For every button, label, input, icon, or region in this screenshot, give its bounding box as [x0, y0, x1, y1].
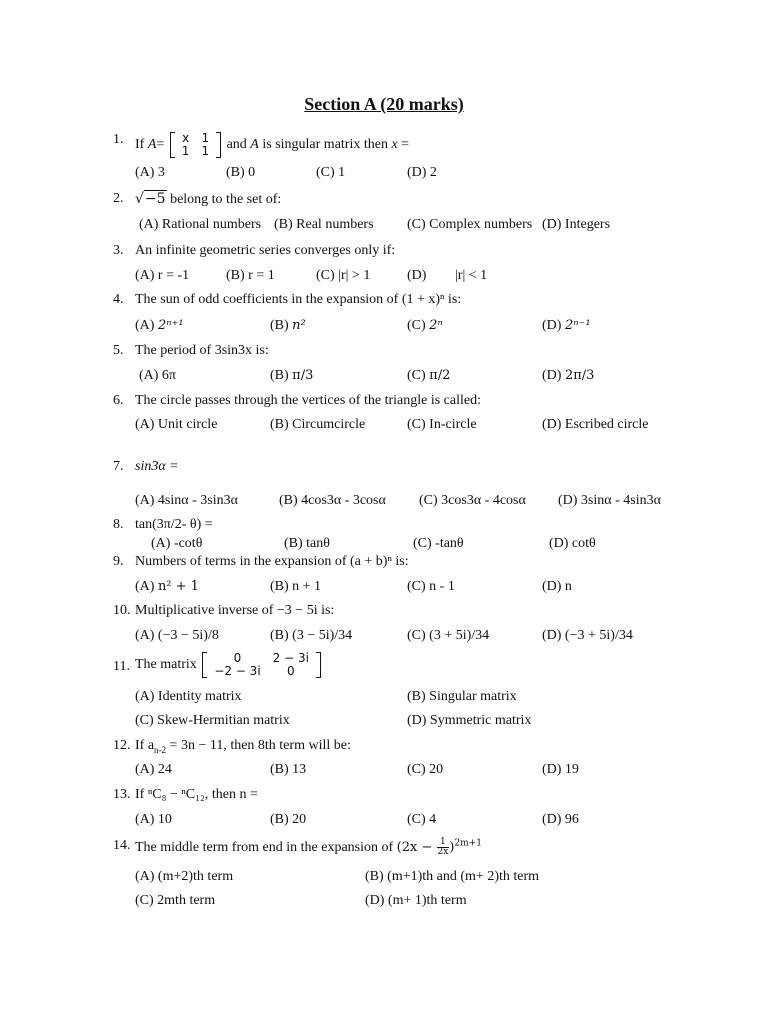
- option-c[interactable]: (C) |r| > 1: [316, 268, 371, 283]
- option-b[interactable]: (B) tanθ: [284, 536, 330, 551]
- option-c[interactable]: (C) 20: [407, 762, 444, 777]
- question-text: √−5 belong to the set of:: [135, 191, 282, 207]
- question-text: The matrix 0 2 − 3i −2 − 3i 0: [135, 652, 323, 678]
- question-number: 13.: [113, 787, 131, 802]
- question-12: [0, 738, 768, 760]
- option-a[interactable]: (A) 4sinα - 3sin3α: [135, 493, 238, 508]
- option-d[interactable]: (D) Escribed circle: [542, 417, 649, 432]
- question-number: 2.: [113, 191, 124, 206]
- option-d[interactable]: (D) 2: [407, 165, 437, 180]
- question-text: The middle term from end in the expansion of (2x − $\frac{1}{2x}$ )$^{2m+1}$: [135, 837, 482, 857]
- question-text: The period of 3sin3x is:: [135, 343, 269, 358]
- option-c[interactable]: (C) 2ⁿ: [407, 318, 443, 333]
- binomial-expression: (2x − $\frac{1}{2x}$ )$^{2m+1}$: [396, 837, 482, 857]
- section-title: Section A (20 marks): [304, 94, 464, 114]
- question-text: The circle passes through the vertices of the triangle is called:: [135, 393, 481, 408]
- option-b[interactable]: (B) 4cos3α - 3cosα: [279, 493, 386, 508]
- question-number: 6.: [113, 393, 124, 408]
- option-a[interactable]: (A) n² + 1: [135, 579, 199, 594]
- question-text: The sun of odd coefficients in the expansion of (1 + x)ⁿ is:: [135, 292, 462, 307]
- options-11b: [0, 713, 768, 735]
- option-a[interactable]: (A) 3: [135, 165, 165, 180]
- option-b[interactable]: (B) n²: [270, 318, 306, 333]
- question-number: 11.: [113, 659, 130, 674]
- option-a[interactable]: (A) Unit circle: [135, 417, 218, 432]
- option-c[interactable]: (C) π/2: [407, 368, 451, 383]
- question-14: [0, 838, 768, 860]
- option-b[interactable]: (B) π/3: [270, 368, 314, 383]
- option-c[interactable]: (C) 2mth term: [135, 893, 216, 908]
- option-b[interactable]: (B) Real numbers: [274, 217, 374, 232]
- square-root-icon: √−5: [135, 191, 166, 207]
- question-1: [0, 131, 768, 158]
- question-number: 10.: [113, 603, 131, 618]
- question-5: [0, 343, 768, 365]
- question-text: If ⁿC₈ − ⁿC₁₂, then n =: [135, 787, 258, 802]
- option-a[interactable]: (A) 6π: [139, 368, 177, 383]
- option-c[interactable]: (C) n - 1: [407, 579, 455, 594]
- question-number: 7.: [113, 459, 124, 474]
- option-b[interactable]: (B) 0: [226, 165, 256, 180]
- option-c[interactable]: (C) 3cos3α - 4cosα: [419, 493, 526, 508]
- options-13: [0, 812, 768, 834]
- question-11: [0, 652, 768, 684]
- options-10: [0, 628, 768, 650]
- question-4: [0, 292, 768, 314]
- option-c[interactable]: (C) Skew-Hermitian matrix: [135, 713, 290, 728]
- option-d[interactable]: (D): [407, 268, 427, 283]
- option-b[interactable]: (B) 13: [270, 762, 307, 777]
- option-b[interactable]: (B) Circumcircle: [270, 417, 366, 432]
- question-text: If $a_{n-2} = 3n - 11$, then 8th term will be:: [135, 738, 351, 755]
- options-9: [0, 579, 768, 601]
- question-text: An infinite geometric series converges only if:: [135, 243, 396, 258]
- option-b[interactable]: (B) n + 1: [270, 579, 322, 594]
- option-d[interactable]: (D) (m+ 1)th term: [365, 893, 467, 908]
- question-text: Multiplicative inverse of −3 − 5i is:: [135, 603, 335, 618]
- option-a[interactable]: (A) (m+2)th term: [135, 869, 234, 884]
- question-2: [0, 191, 768, 213]
- question-number: 4.: [113, 292, 124, 307]
- option-c[interactable]: (C) In-circle: [407, 417, 477, 432]
- question-7: [0, 459, 768, 481]
- question-9: [0, 554, 768, 576]
- matrix: x 1 1 1: [170, 132, 221, 158]
- question-6: [0, 393, 768, 415]
- option-a[interactable]: (A) 10: [135, 812, 172, 827]
- matrix: 0 2 − 3i −2 − 3i 0: [202, 652, 321, 678]
- question-number: 5.: [113, 343, 124, 358]
- option-c[interactable]: (C) 1: [316, 165, 346, 180]
- option-a[interactable]: (A) -cotθ: [151, 536, 203, 551]
- question-number: 9.: [113, 554, 124, 569]
- option-d[interactable]: (D) 2π/3: [542, 368, 595, 383]
- option-c[interactable]: (C) -tanθ: [413, 536, 464, 551]
- option-d[interactable]: (D) 19: [542, 762, 579, 777]
- question-text: Numbers of terms in the expansion of (a + b)ⁿ is:: [135, 554, 409, 569]
- option-d[interactable]: (D) (−3 + 5i)/34: [542, 628, 633, 643]
- option-d[interactable]: (D) n: [542, 579, 572, 594]
- question-13: [0, 787, 768, 809]
- option-b[interactable]: (B) 20: [270, 812, 307, 827]
- option-b[interactable]: (B) r = 1: [226, 268, 275, 283]
- question-text: If A= x 1 1 1 and A is singular matrix then x =: [135, 131, 410, 158]
- options-2: [0, 217, 768, 239]
- option-d[interactable]: (D) Symmetric matrix: [407, 713, 532, 728]
- question-text: sin3α =: [135, 459, 179, 474]
- option-d[interactable]: (D) 2ⁿ⁻¹: [542, 318, 591, 333]
- options-7: [0, 493, 768, 515]
- options-1: [0, 165, 768, 187]
- option-d[interactable]: (D) 96: [542, 812, 579, 827]
- option-c[interactable]: (C) (3 + 5i)/34: [407, 628, 490, 643]
- options-12: [0, 762, 768, 784]
- options-11a: [0, 689, 768, 711]
- options-5: [0, 368, 768, 390]
- options-6: [0, 417, 768, 439]
- question-3: [0, 243, 768, 265]
- option-c[interactable]: (C) 4: [407, 812, 437, 827]
- option-a[interactable]: (A) 24: [135, 762, 172, 777]
- option-a[interactable]: (A) 2ⁿ⁺¹: [135, 318, 184, 333]
- question-number: 12.: [113, 738, 131, 753]
- option-b[interactable]: (B) Singular matrix: [407, 689, 517, 704]
- option-a[interactable]: (A) (−3 − 5i)/8: [135, 628, 219, 643]
- options-14b: [0, 893, 768, 915]
- option-d-value: |r| < 1: [455, 268, 488, 283]
- question-number: 8.: [113, 517, 124, 532]
- question-number: 1.: [113, 132, 124, 147]
- question-text: tan(3π/2- θ) =: [135, 517, 213, 532]
- option-b[interactable]: (B) (3 − 5i)/34: [270, 628, 353, 643]
- option-a[interactable]: (A) Identity matrix: [135, 689, 242, 704]
- option-d[interactable]: (D) cotθ: [549, 536, 596, 551]
- option-d[interactable]: (D) Integers: [542, 217, 611, 232]
- options-14a: [0, 869, 768, 891]
- option-a[interactable]: (A) Rational numbers: [139, 217, 262, 232]
- options-3: [0, 268, 768, 290]
- options-4: [0, 318, 768, 340]
- option-a[interactable]: (A) r = -1: [135, 268, 190, 283]
- question-number: 14.: [113, 838, 131, 853]
- question-number: 3.: [113, 243, 124, 258]
- option-c[interactable]: (C) Complex numbers: [407, 217, 533, 232]
- option-d[interactable]: (D) 3sinα - 4sin3α: [558, 493, 661, 508]
- question-10: [0, 603, 768, 625]
- option-b[interactable]: (B) (m+1)th and (m+ 2)th term: [365, 869, 540, 884]
